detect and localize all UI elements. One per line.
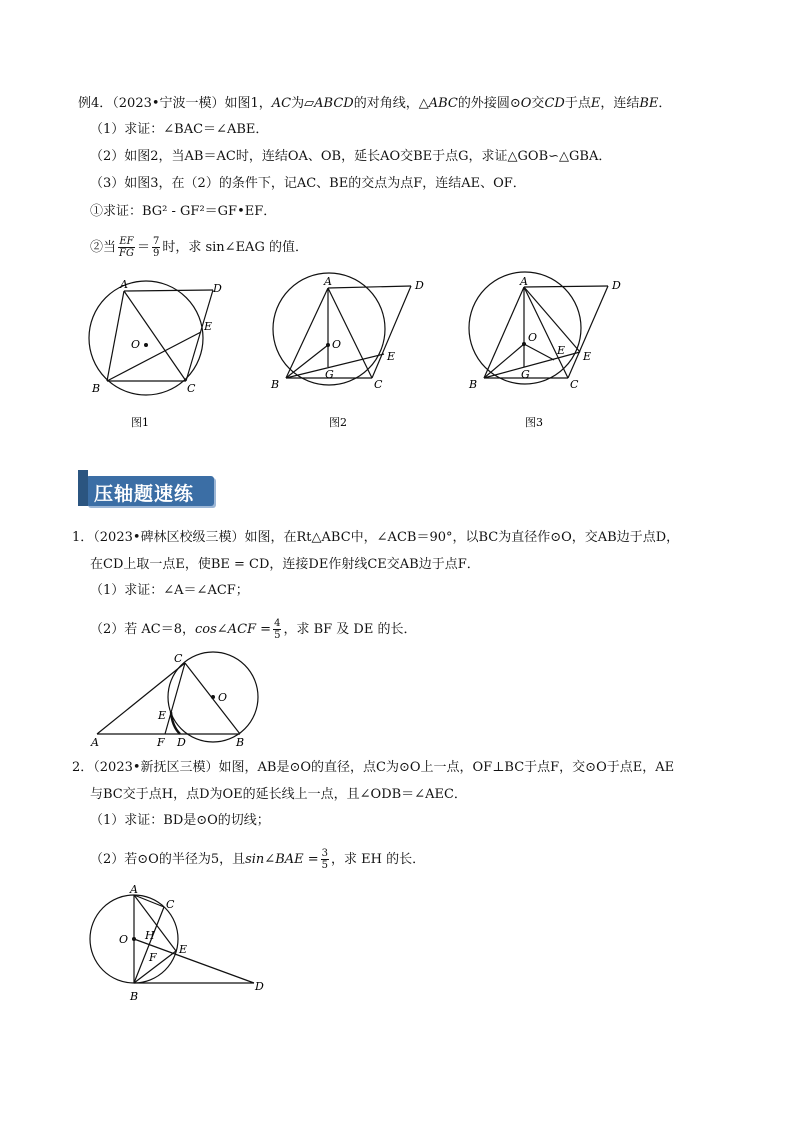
- p2-label-C: C: [166, 898, 175, 911]
- fig2-label-B: B: [271, 378, 280, 391]
- fig3-label-A: A: [520, 275, 528, 288]
- banner-title: 压轴题速练: [94, 483, 195, 505]
- problem1-line1: 1．（2023•碑林区校级三模）如图，在Rt△ABC中，∠ACB＝90°，以BC为直径作⊙O，交AB边于点D，: [72, 530, 680, 545]
- fraction-3-5: $\frac{3}{5}$: [321, 848, 329, 871]
- fig3-label-E-inner: E: [557, 344, 566, 357]
- fig3-label-B: B: [469, 378, 478, 391]
- fraction-4-5: $\frac{4}{5}$: [274, 618, 281, 641]
- fraction-7-9: $\frac{7}{9}$: [152, 236, 160, 259]
- p1-label-A: A: [91, 736, 99, 749]
- p2-center-dot: [132, 937, 136, 941]
- p2-label-A: A: [130, 883, 138, 896]
- p1-label-C: C: [174, 652, 183, 665]
- problem1-line2: 在CD上取一点E，使BE = CD，连接DE作射线CE交AB边于点F．: [90, 557, 480, 572]
- fig3-label-G: G: [521, 368, 530, 381]
- fig2-caption: 图2: [329, 416, 347, 429]
- fig3-label-D: D: [612, 279, 621, 292]
- p2-label-E: E: [179, 943, 188, 956]
- fig2-label-O: O: [332, 338, 342, 351]
- p2-label-D: D: [255, 980, 264, 993]
- p2-label-B: B: [130, 990, 139, 1003]
- p2-label-O: O: [119, 933, 129, 946]
- p2-label-F: F: [149, 951, 157, 964]
- fig1-label-C: C: [187, 382, 196, 395]
- p1-label-B: B: [236, 736, 245, 749]
- p1-label-O: O: [218, 691, 228, 704]
- fig3-caption: 图3: [525, 416, 543, 429]
- fig1-label-B: B: [92, 382, 101, 395]
- fig3-label-C: C: [570, 378, 579, 391]
- fig2-label-E: E: [387, 350, 396, 363]
- fig1-label-O: O: [131, 338, 141, 351]
- p1-label-F: F: [157, 736, 165, 749]
- example4-question-3-1: ①求证：BG² - GF²＝GF•EF．: [90, 204, 277, 219]
- example4-question-1: （1）求证：∠BAC＝∠ABE．: [90, 122, 269, 137]
- problem2-line1: 2．（2023•新抚区三模）如图，AB是⊙O的直径，点C为⊙O上一点，OF⊥BC于点F，交⊙O于点E，AE: [72, 760, 675, 775]
- example4-intro: 例4．（2023•宁波一模）如图1，AC为▱ABCD的对角线，△ABC的外接圆⊙O交CD于点E，连结BE．: [78, 96, 672, 111]
- p1-label-D: D: [177, 736, 186, 749]
- fig1-label-A: A: [120, 278, 128, 291]
- fig2-label-G: G: [325, 368, 334, 381]
- fig3-label-E: E: [583, 350, 592, 363]
- fig2-label-A: A: [324, 275, 332, 288]
- example4-question-3-2: ②当 $\frac{EF}{FG}$ ＝ $\frac{7}{9}$ 时，求 sin∠EAG 的值．: [90, 236, 308, 259]
- example4-question-3: （3）如图3，在（2）的条件下，记AC、BE的交点为点F，连结AE、OF．: [90, 176, 526, 191]
- problem2-line2: 与BC交于点H，点D为OE的延长线上一点，且∠ODB＝∠AEC．: [90, 787, 467, 802]
- fig1-caption: 图1: [131, 416, 149, 429]
- fig2-label-D: D: [415, 279, 424, 292]
- fig3-label-O: O: [528, 331, 538, 344]
- fig2-label-C: C: [374, 378, 383, 391]
- p2-label-H: H: [145, 929, 155, 942]
- fig1-label-E: E: [204, 320, 213, 333]
- problem2-question-1: （1）求证：BD是⊙O的切线；: [90, 813, 270, 828]
- problem2-question-2: （2）若⊙O的半径为5，且sin∠BAE = $\frac{3}{5}$ ，求 EH 的长．: [90, 848, 426, 871]
- fraction-ef-fg: $\frac{EF}{FG}$: [119, 236, 134, 259]
- example4-question-2: （2）如图2，当AB＝AC时，连结OA、OB，延长AO交BE于点G，求证△GOB∽△GBA．: [90, 149, 612, 164]
- problem1-question-2: （2）若 AC＝8，cos∠ACF = $\frac{4}{5}$ ，求 BF 及 DE 的长．: [90, 618, 417, 641]
- p1-label-E: E: [158, 709, 167, 722]
- fig1-label-D: D: [213, 282, 222, 295]
- problem1-question-1: （1）求证：∠A＝∠ACF；: [90, 583, 249, 598]
